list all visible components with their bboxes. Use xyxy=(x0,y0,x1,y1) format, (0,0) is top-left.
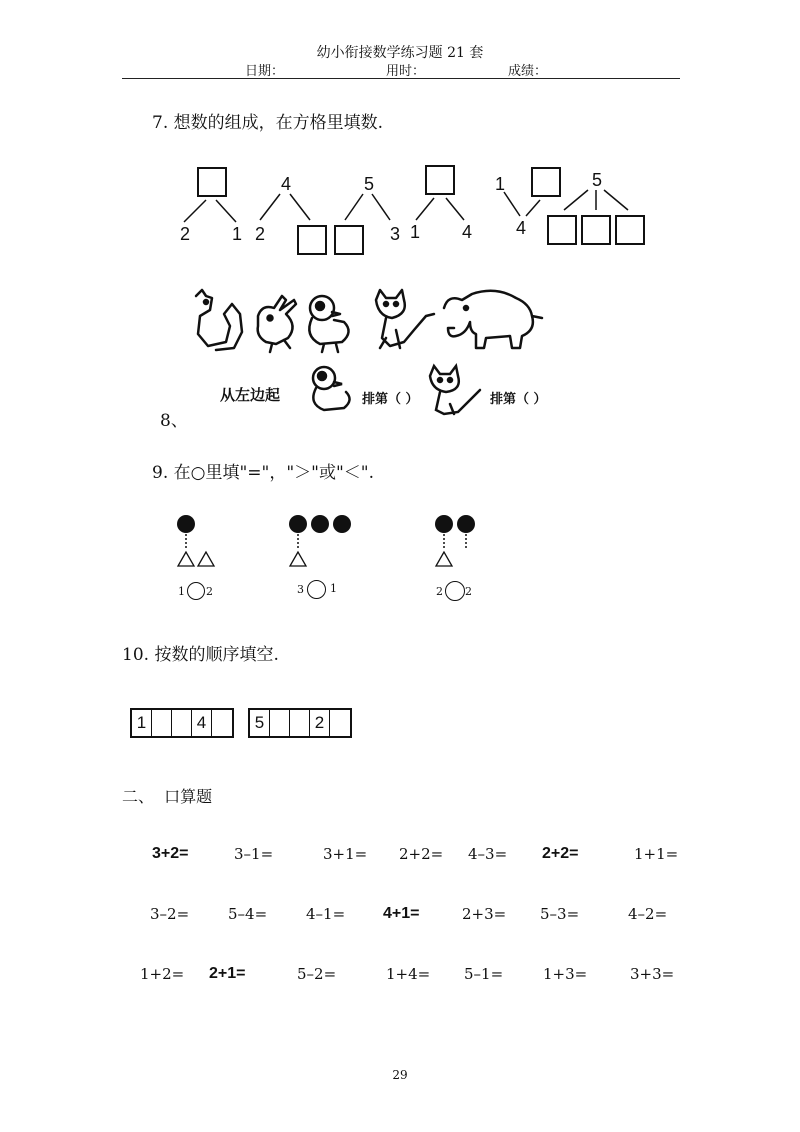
q7-tree1-left: 2 xyxy=(180,224,191,244)
seq-cell: 5 xyxy=(250,710,270,736)
q9-g1-left: 1 xyxy=(178,585,185,598)
q9-figures xyxy=(170,512,490,576)
score-label: 成绩： xyxy=(508,64,548,79)
chick-icon xyxy=(309,296,348,352)
oral-eq: 4–1= xyxy=(306,905,346,923)
oral-eq: 5–4= xyxy=(228,905,268,923)
oral-eq: 1+3= xyxy=(543,965,588,983)
elephant-icon xyxy=(444,291,542,348)
seq-cell[interactable] xyxy=(290,710,310,736)
cat-icon xyxy=(424,362,486,416)
q7-title: 7. 想数的组成，在方格里填数. xyxy=(152,113,384,133)
seq-cell[interactable] xyxy=(172,710,192,736)
q9-title: 9. 在○里填"="，"＞"或"＜". xyxy=(152,463,375,483)
oral-eq: 2+3= xyxy=(462,905,507,923)
q7-tree3-right: 3 xyxy=(390,224,401,244)
seq-cell: 2 xyxy=(310,710,330,736)
q10-sequence-2 xyxy=(248,708,352,738)
q10-title: 10. 按数的顺序填空. xyxy=(122,645,279,665)
q7-tree2-left: 2 xyxy=(255,224,266,244)
oral-eq: 3–2= xyxy=(150,905,190,923)
q8-rank-2: 排第（ ） xyxy=(490,392,547,407)
date-label: 日期： xyxy=(245,64,285,79)
q9-g1-circle[interactable] xyxy=(187,582,205,600)
q8-from-left: 从左边起 xyxy=(220,386,281,404)
oral-eq: 5–3= xyxy=(540,905,580,923)
q9-g1-right: 2 xyxy=(206,585,213,598)
oral-eq: 2+1= xyxy=(209,965,246,982)
squirrel-icon xyxy=(196,290,242,350)
oral-eq: 3+1= xyxy=(323,845,368,863)
q7-tree5-right: 1 xyxy=(495,174,506,194)
q9-g3-left: 2 xyxy=(436,585,443,598)
chick-icon xyxy=(306,362,358,416)
q8-animal-row xyxy=(186,286,546,356)
q7-tree1-top-box xyxy=(198,168,226,196)
oral-eq: 2+2= xyxy=(399,845,444,863)
q9-g3-right: 2 xyxy=(465,585,472,598)
oral-eq: 5–2= xyxy=(297,965,337,983)
q8-number: 8、 xyxy=(160,411,188,431)
section-2-title: 二、 口算题 xyxy=(122,787,213,806)
header-rule xyxy=(122,78,680,79)
q7-tree4-right: 4 xyxy=(462,222,473,242)
rabbit-icon xyxy=(258,296,296,352)
seq-cell[interactable] xyxy=(212,710,232,736)
q9-g2-left: 3 xyxy=(297,583,304,596)
seq-cell[interactable] xyxy=(270,710,290,736)
page-header-title: 幼小衔接数学练习题 21 套 xyxy=(316,45,484,61)
q9-g2-circle[interactable] xyxy=(307,580,326,599)
oral-eq: 4+1= xyxy=(383,905,420,922)
oral-eq: 5–1= xyxy=(464,965,504,983)
q9-g2-right: 1 xyxy=(330,582,337,595)
page-number: 29 xyxy=(392,1068,408,1082)
q7-tree6-top: 5 xyxy=(592,170,603,190)
time-label: 用时： xyxy=(386,64,426,79)
oral-eq: 1+1= xyxy=(634,845,679,863)
oral-eq: 3+3= xyxy=(630,965,675,983)
oral-eq: 1+2= xyxy=(140,965,185,983)
dot xyxy=(177,515,195,533)
q8-rank-1: 排第（ ） xyxy=(362,392,419,407)
seq-cell: 1 xyxy=(132,710,152,736)
q7-tree4-left: 1 xyxy=(410,222,421,242)
q7-tree5-left: 4 xyxy=(516,218,527,238)
q7-tree1-right: 1 xyxy=(232,224,243,244)
seq-cell: 4 xyxy=(192,710,212,736)
cat-icon xyxy=(376,290,434,348)
seq-cell[interactable] xyxy=(330,710,350,736)
oral-eq: 1+4= xyxy=(386,965,431,983)
q9-g3-circle[interactable] xyxy=(445,581,465,601)
q7-tree3-top: 5 xyxy=(364,174,375,194)
oral-eq: 2+2= xyxy=(542,845,579,862)
q7-tree2-top: 4 xyxy=(281,174,292,194)
oral-eq: 3+2= xyxy=(152,845,189,862)
oral-eq: 4–2= xyxy=(628,905,668,923)
oral-eq: 3–1= xyxy=(234,845,274,863)
seq-cell[interactable] xyxy=(152,710,172,736)
q10-sequence-1 xyxy=(130,708,234,738)
oral-eq: 4–3= xyxy=(468,845,508,863)
